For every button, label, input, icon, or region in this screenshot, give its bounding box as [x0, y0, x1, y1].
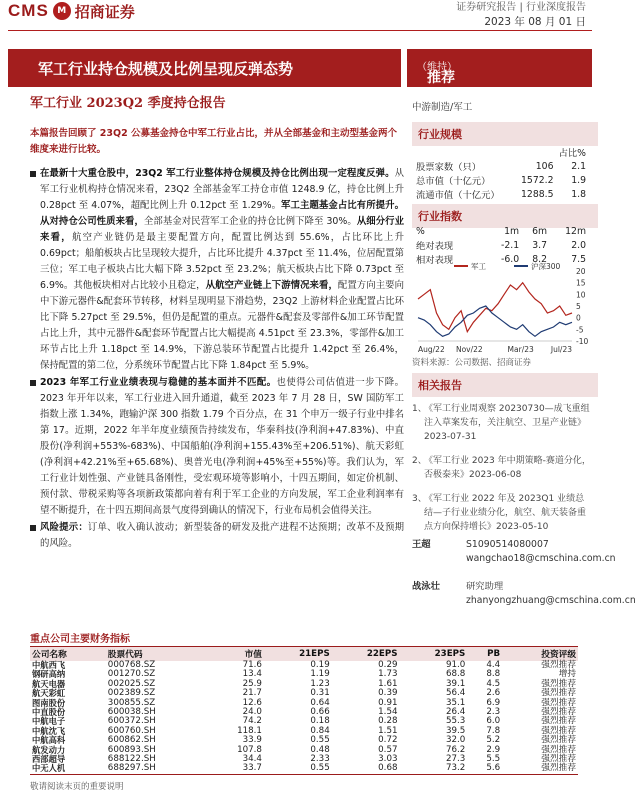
report-title: 军工行业持仓规模及比例呈现反弹态势: [38, 60, 294, 78]
analyst-name: 王超: [412, 539, 431, 550]
legend-label: 军工: [471, 262, 486, 271]
table-header-row: 公司名称 股票代码 市值 21EPS 22EPS 23EPS PB 投资评级: [30, 647, 578, 662]
paragraph-risk: 风险提示：订单、收入确认波动；新型装备的研发及批产进程不达预期；改革不及预期的风险。: [30, 520, 404, 552]
industry-label: 中游制造/军工: [412, 102, 473, 113]
paragraph-holdings: 在最新十大重仓股中，23Q2 军工行业整体持仓规模及持仓比例出现一定程度反弹。从军工行业机构持仓情况来看，23Q2 全部基金军工持仓市值 1248.9 亿，持仓比例上升 0.28pct 至 4.07%，超配比例上升 0.12pct 至 1.29%。军工主题基金占比有所提升。从对持仓公司性质来看，全部基金对民营军工企业的持仓比例下降至 30%。从细分行业来看，航空产业链仍是最主要配置方向，配置比例达到 55.6%，占比环比上升 0.69pct；船舶板块占比呈现较大提升，占比环比提升 4.37pct 至 11.4%，位居配置第三位；军工电子板块占比大幅下降 3.52pct 至 23.2%；航天板块占比下降 0.73pct 至 6.9%。其他板块相对占比较小且稳定，从航空产业链上下游情况来看，配置方向主要向中下游元器件&配套环节转移，材料呈现明显下滑趋势，23Q2 上游材料企业配置占比环比下降 5.27pct 至 29.5%，但仍是配置的重点。元器件&配套及零部件&加工环节配置占比上升，其中元器件&配套环节配置占比大幅提高 4.51pct 至 23.3%，零部件&加工环节占比上升 1.18pct 至 14.9%，下游总装环节配置占比提升 1.42pct 至 26.4%，保持配置的第二位，分系统环节配置占比下降 1.84pct 至 5.9%。: [30, 166, 404, 374]
industry-index-table: [416, 225, 586, 266]
analyst-info: [412, 538, 636, 608]
report-type: 证券研究报告 | 行业深度报告: [456, 2, 586, 13]
scale-unit: 占比%: [558, 148, 586, 159]
company-financials-table: [30, 646, 578, 775]
table-row: 航天电器 002025.SZ 25.9 1.23 1.61 39.1 4.5 强烈推荐: [32, 678, 576, 689]
rating-banner: [407, 49, 592, 87]
x-tick-label: Nov/22: [455, 345, 483, 354]
table-row: 中无人机 688297.SH 33.7 0.55 0.68 73.2 5.6 强烈推荐: [32, 763, 576, 774]
section-industry-index: 行业指数: [412, 204, 598, 228]
table-title: 重点公司主要财务指标: [30, 634, 130, 645]
table-row: 中航高科 600862.SH 33.9 0.55 0.72 32.0 5.2 强烈推荐: [32, 735, 576, 746]
logo-cn-text: 招商证券: [74, 2, 135, 21]
table-row: 钢研高纳 001270.SZ 13.4 1.19 1.73 68.8 8.8 增持: [32, 669, 576, 680]
industry-scale-table: [416, 145, 586, 201]
logo: [8, 0, 135, 22]
y-tick-label: -5: [576, 325, 584, 335]
table-row: 中航沈飞 600760.SH 118.1 0.84 1.51 39.5 7.8 强烈推荐: [32, 725, 576, 736]
table-row: 总市值（十亿元） 1572.2 1.9: [416, 174, 586, 187]
table-header-row: % 1m 6m 12m: [416, 226, 586, 237]
paragraph-performance: 2023 年军工行业业绩表现与稳健的基本面并不匹配。也使得公司估值进一步下降。2023 年开年以来，军工行业进入回升通道，截至 2023 年 7 月 28 日，SW 国防军工指数上涨 1.34%，跑输沪深 300 指数 1.79 个百分点，在 31 个申万一级子行业中排名第 17。近期，2022 年半年度业绩预告持续发布，华秦科技(净利润+47.83%)、中直股份(净利润+553%-683%)、中国船舶(净利润+155.43%至+206.51%)、航天彩虹(净利润+42.21%至+65.68%)、奥普光电(净利润+45%至+55%)等。我们认为，军工行业计划性强、产业链具备刚性，受宏观环境等影响小，十四五期间，如定价机制、预付款、带税采购等各项新政策都向着有利于军工企业的方向发展，军工企业利润率有望不断提升，在十四五期间高景气度得到确认的情况下，行业布局机会值得关注。: [30, 375, 404, 519]
table-row: 图南股份 300855.SZ 12.6 0.64 0.91 35.1 6.9 强烈推荐: [32, 697, 576, 708]
header-divider: [8, 30, 592, 31]
y-tick-label: 10: [576, 290, 586, 300]
header-meta: [456, 0, 586, 30]
table-row: 相对表现 -6.0 8.2 7.5: [416, 253, 586, 266]
analyst-role: 研究助理: [466, 581, 504, 592]
table-row: 中航西飞 000768.SZ 71.6 0.19 0.29 91.0 4.4 强烈推荐: [32, 660, 576, 670]
title-banner: [8, 49, 401, 87]
table-row: 股票家数（只） 106 2.1: [416, 160, 586, 173]
rating-note: （维持）: [417, 62, 457, 73]
x-tick-label: Jul/23: [550, 345, 572, 354]
rating-label: 推荐 （维持）: [417, 62, 457, 86]
related-report-item[interactable]: 2、 《军工行业 2023 年中期策略-赛道分化，否极泰来》2023-06-08: [412, 456, 591, 480]
table-row: 航发动力 600893.SH 107.8 0.48 0.57 76.2 2.9 强烈推荐: [32, 744, 576, 755]
legend-label: 沪深300: [531, 262, 561, 271]
y-tick-label: 0: [576, 313, 581, 323]
table-row: 绝对表现 -2.1 3.7 2.0: [416, 239, 586, 252]
y-tick-label: 15: [576, 278, 586, 288]
logo-badge-icon: M: [53, 2, 71, 20]
y-tick-label: 20: [576, 267, 586, 276]
chart-source: 资料来源：公司数据、招商证券: [412, 358, 532, 368]
index-line-chart: [414, 261, 592, 355]
analyst-name: 战泳壮: [412, 581, 440, 592]
x-tick-label: Mar/23: [507, 345, 534, 354]
logo-text: CMS: [8, 1, 49, 20]
table-row: 航天彩虹 002389.SZ 21.7 0.31 0.39 56.4 2.6 强烈推荐: [32, 688, 576, 699]
table-row: 流通市值（十亿元） 1288.5 1.8: [416, 188, 586, 201]
footer-note: 敬请阅读末页的重要说明: [30, 782, 124, 792]
body-text: [30, 166, 404, 553]
series-line-0: [418, 283, 572, 332]
analyst-cert: S1090514080007: [466, 539, 549, 550]
report-subtitle: 军工行业 2023Q2 季度持仓报告: [30, 96, 226, 111]
table-row: 西部超导 688122.SH 34.4 2.33 3.03 27.3 5.5 强烈推荐: [32, 754, 576, 765]
analyst-email[interactable]: wangchao18@cmschina.com.cn: [466, 553, 616, 564]
bullet-icon: [30, 171, 36, 177]
section-related-reports: 相关报告: [412, 373, 598, 397]
table-row: 中直股份 600038.SH 24.0 0.66 1.54 26.4 2.3 强烈推荐: [32, 707, 576, 718]
analyst-email[interactable]: zhanyongzhuang@cmschina.com.cn: [466, 595, 636, 606]
related-reports: [412, 402, 592, 544]
y-tick-label: 5: [576, 302, 581, 311]
report-date: 2023 年 08 月 01 日: [484, 16, 586, 28]
y-tick-label: -10: [576, 337, 589, 346]
abstract: 本篇报告回顾了 23Q2 公募基金持仓中军工行业占比，并从全部基金和主动型基金两个维度来进行比较。: [30, 128, 398, 155]
section-industry-scale: 行业规模: [412, 122, 598, 146]
related-report-item[interactable]: 1、 《军工行业周观察 20230730—成飞重组注入草案发布，关注航空、卫星产业链》2023-07-31: [412, 404, 590, 442]
x-tick-label: Aug/22: [418, 345, 445, 354]
table-row: 中航电子 600372.SH 74.2 0.18 0.28 55.3 6.0 强烈推荐: [32, 716, 576, 727]
bullet-icon: [30, 525, 36, 531]
related-report-item[interactable]: 3、 《军工行业 2022 年及 2023Q1 业绩总结—子行业业绩分化，航空、航天装备重点方向保持增长》2023-05-10: [412, 494, 587, 532]
bullet-icon: [30, 380, 36, 386]
